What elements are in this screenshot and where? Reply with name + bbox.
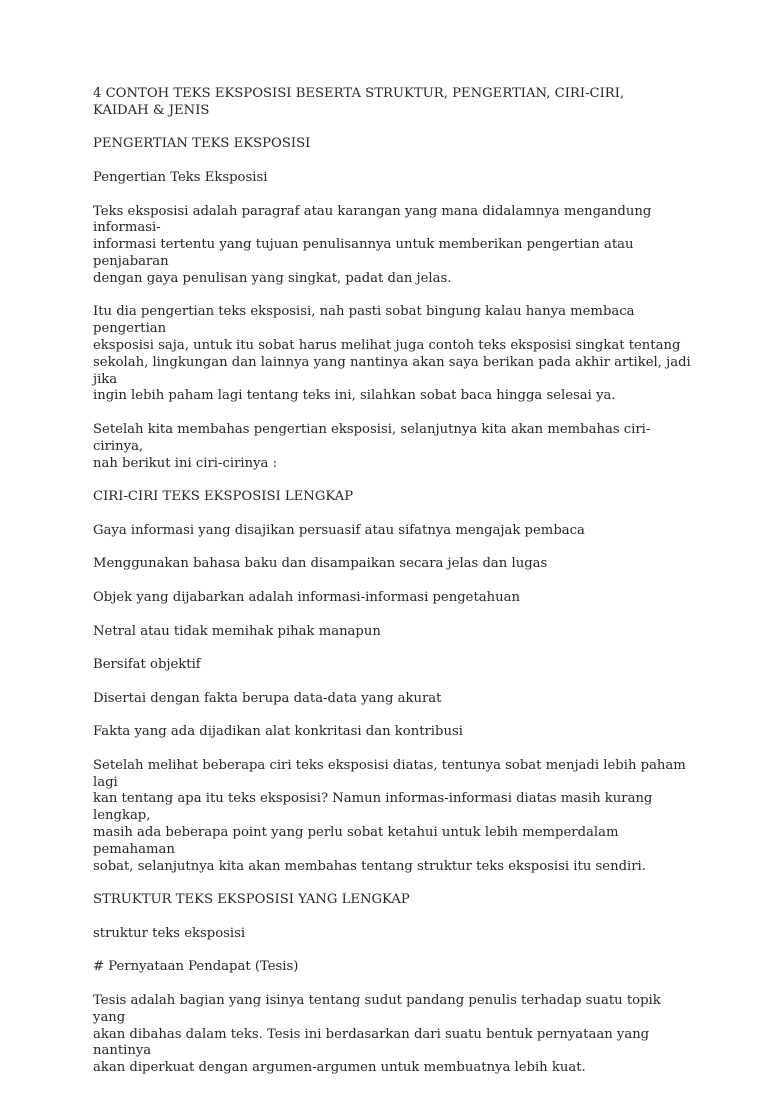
text-line: dengan gaya penulisan yang singkat, padat dan jelas. (93, 270, 452, 286)
text-line: Setelah kita membahas pengertian eksposisi, selanjutnya kita akan membahas ciri-cirinya, (93, 421, 651, 454)
subheading-struktur: struktur teks eksposisi (93, 925, 246, 941)
paragraph-summary (93, 758, 693, 876)
paragraph-tesis (93, 993, 693, 1077)
section-heading-ciri: CIRI-CIRI TEKS EKSPOSISI LENGKAP (93, 489, 354, 505)
text-line: informasi tertentu yang tujuan penulisannya untuk memberikan pengertian atau penjabaran (93, 237, 634, 269)
text-line: Teks eksposisi adalah paragraf atau karangan yang mana didalamnya mengandung informasi- (93, 203, 652, 236)
text-line: nah berikut ini ciri-cirinya : (93, 455, 278, 471)
ciri-item: Disertai dengan fakta berupa data-data yang akurat (93, 690, 442, 706)
ciri-item: Menggunakan bahasa baku dan disampaikan secara jelas dan lugas (93, 556, 548, 572)
text-line: akan dibahas dalam teks. Tesis ini berdasarkan dari suatu bentuk pernyataan yang nantinya (93, 1026, 650, 1059)
ciri-item: Netral atau tidak memihak pihak manapun (93, 623, 381, 639)
ciri-item: Bersifat objektif (93, 657, 201, 673)
section-heading-struktur: STRUKTUR TEKS EKSPOSISI YANG LENGKAP (93, 892, 410, 908)
document-title (93, 86, 693, 120)
ciri-item: Objek yang dijabarkan adalah informasi-informasi pengetahuan (93, 589, 520, 605)
text-line: kan tentang apa itu teks eksposisi? Namun informas-informasi diatas masih kurang lengkap, (93, 791, 653, 824)
subheading-pengertian: Pengertian Teks Eksposisi (93, 169, 268, 185)
section-heading-pengertian: PENGERTIAN TEKS EKSPOSISI (93, 136, 311, 152)
paragraph-transition (93, 422, 693, 472)
ciri-item: Fakta yang ada dijadikan alat konkritasi dan kontribusi (93, 724, 463, 740)
text-line: ingin lebih paham lagi tentang teks ini, silahkan sobat baca hingga selesai ya. (93, 388, 616, 404)
text-line: eksposisi saja, untuk itu sobat harus melihat juga contoh teks eksposisi singkat tentang (93, 337, 681, 353)
text-line: Itu dia pengertian teks eksposisi, nah pasti sobat bingung kalau hanya membaca pengertian (93, 304, 635, 337)
paragraph-definition (93, 204, 693, 288)
paragraph-explanation (93, 304, 693, 405)
text-line: Setelah melihat beberapa ciri teks eksposisi diatas, tentunya sobat menjadi lebih paham lagi (93, 757, 686, 790)
text-line: sobat, selanjutnya kita akan membahas tentang struktur teks eksposisi itu sendiri. (93, 858, 646, 874)
text-line: Tesis adalah bagian yang isinya tentang sudut pandang penulis terhadap suatu topik yang (93, 993, 661, 1025)
document-page (93, 86, 693, 1094)
text-line: masih ada beberapa point yang perlu sobat ketahui untuk lebih memperdalam pemahaman (93, 825, 619, 857)
title-line: 4 CONTOH TEKS EKSPOSISI BESERTA STRUKTUR, PENGERTIAN, CIRI-CIRI, (93, 86, 625, 101)
title-line: KAIDAH & JENIS (93, 102, 210, 118)
text-line: akan diperkuat dengan argumen-argumen untuk membuatnya lebih kuat. (93, 1060, 586, 1076)
subheading-tesis: # Pernyataan Pendapat (Tesis) (93, 959, 299, 975)
text-line: sekolah, lingkungan dan lainnya yang nantinya akan saya berikan pada akhir artikel, jadi jika (93, 354, 691, 387)
ciri-item: Gaya informasi yang disajikan persuasif atau sifatnya mengajak pembaca (93, 522, 585, 538)
